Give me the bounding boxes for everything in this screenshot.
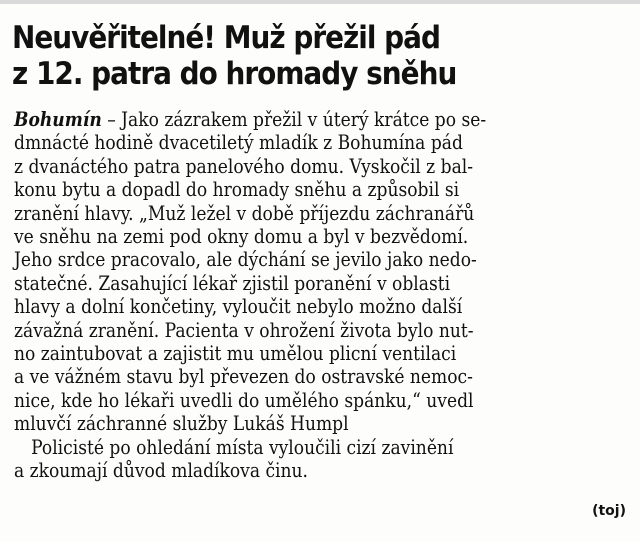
body-line: závažná zranění. Pacienta v ohrožení života bylo nut-: [14, 317, 474, 342]
body-line: dmnácté hodině dvacetiletý mladík z Bohumína pád: [14, 130, 463, 155]
body-line: no zaintubovat a zajistit mu umělou plicní ventilaci: [14, 341, 457, 366]
article-body: [14, 108, 634, 483]
body-line: z dvanáctého patra panelového domu. Vyskočil z bal-: [14, 153, 474, 178]
body-line: statečné. Zasahující lékař zjistil poranění v oblasti: [14, 270, 451, 295]
paragraph-2-line: a zkoumají důvod mladíkova činu.: [14, 458, 308, 483]
author-initials: (toj): [592, 503, 626, 519]
article-headline: [12, 20, 561, 92]
body-line: mluvčí záchranné služby Lukáš Humpl: [14, 411, 349, 436]
body-line: a ve vážném stavu byl převezen do ostravské nemoc-: [14, 364, 473, 389]
body-line: nice, kde ho lékaři uvedli do umělého spánku,“ uvedl: [14, 387, 474, 412]
clipping-top-edge: [0, 0, 640, 4]
body-line: zranění hlavy. „Muž ležel v době příjezdu záchranářů: [14, 200, 475, 225]
dateline-separator: –: [101, 107, 122, 131]
paragraph-2-line: Policisté po ohledání místa vyloučili cizí zavinění: [31, 434, 454, 459]
body-text: Jako zázrakem přežil v úterý krátce po se-: [121, 107, 487, 131]
body-line: ve sněhu na zemi pod okny domu a byl v bezvědomí.: [14, 224, 469, 249]
body-line: [14, 108, 544, 131]
headline-line: Neuvěřitelné! Muž přežil pád: [12, 20, 440, 56]
dateline: Bohumín: [14, 107, 102, 131]
body-line: konu bytu a dopadl do hromady sněhu a způsobil si: [14, 177, 460, 202]
headline-line: z 12. patra do hromady sněhu: [12, 56, 457, 92]
body-line: Jeho srdce pracovalo, ale dýchání se jevilo jako nedo-: [14, 247, 477, 272]
body-line: hlavy a dolní končetiny, vyloučit nebylo možno další: [14, 294, 463, 319]
